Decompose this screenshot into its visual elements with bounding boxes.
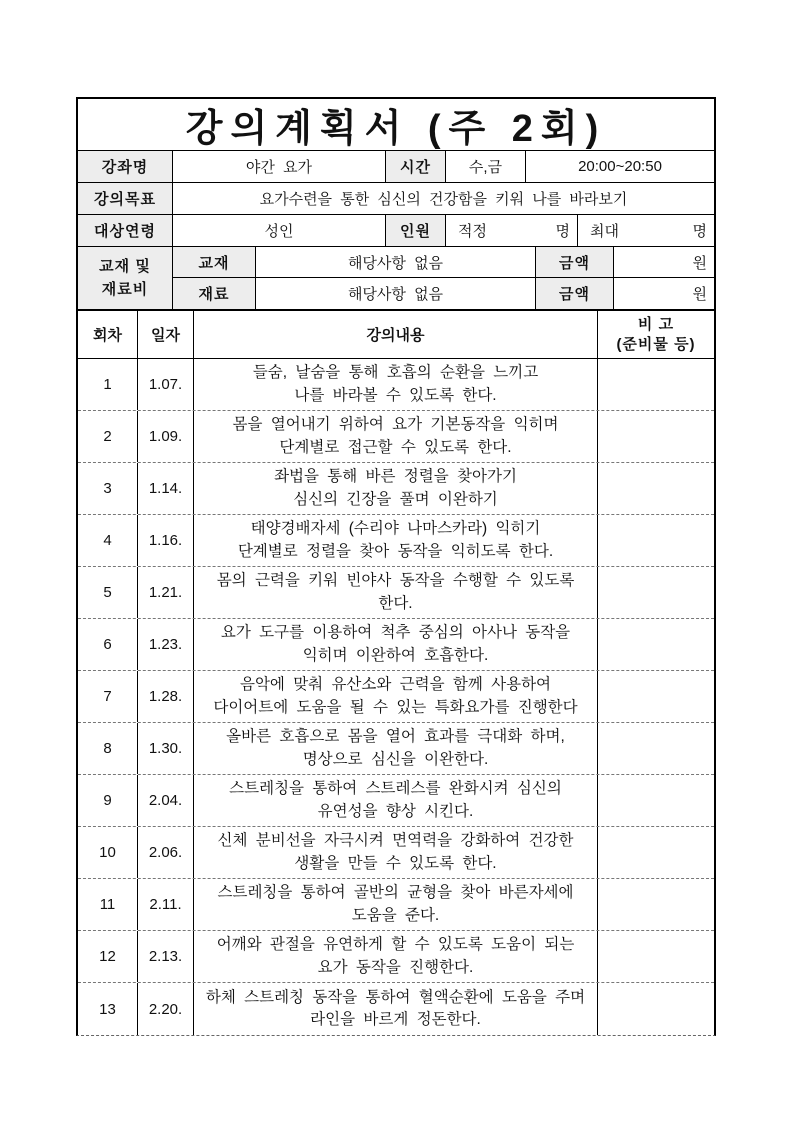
material-label: 재료 <box>173 278 256 309</box>
content-line-2: 생활을 만들 수 있도록 한다. <box>294 854 497 872</box>
note-cell <box>598 619 714 670</box>
materials-label-line1: 교재 및 <box>99 257 151 275</box>
note-cell <box>598 463 714 514</box>
capacity-max-cell <box>578 215 714 246</box>
date-cell: 1.14. <box>138 463 194 514</box>
schedule-header-session: 회차 <box>78 311 138 358</box>
session-cell: 6 <box>78 619 138 670</box>
page-title: 강의계획서 (주 2회) <box>185 108 607 150</box>
content-cell <box>194 879 598 930</box>
content-line-2: 익히며 이완하여 호흡한다. <box>302 646 489 664</box>
content-cell <box>194 827 598 878</box>
materials-label <box>78 247 173 309</box>
date-cell: 1.16. <box>138 515 194 566</box>
date-cell: 1.07. <box>138 359 194 410</box>
note-header-line2: (준비물 등) <box>616 335 696 353</box>
schedule-header-content: 강의내용 <box>194 311 598 358</box>
content-line-2: 요가 동작을 진행한다. <box>317 958 474 976</box>
materials-label-line2: 재료비 <box>101 281 149 298</box>
capacity-proper-cell <box>446 215 578 246</box>
age-capacity-row <box>78 215 714 247</box>
course-name-value: 야간 요가 <box>173 151 386 182</box>
content-line-1: 스트레칭을 통하여 골반의 균형을 찾아 바른자세에 <box>217 884 574 902</box>
schedule-body <box>78 359 714 1035</box>
note-cell <box>598 983 714 1035</box>
textbook-value: 해당사항 없음 <box>256 247 536 277</box>
content-line-2: 유연성을 향상 시킨다. <box>317 802 474 820</box>
note-cell <box>598 879 714 930</box>
session-cell: 12 <box>78 931 138 982</box>
note-cell <box>598 359 714 410</box>
date-cell: 1.30. <box>138 723 194 774</box>
objective-row <box>78 183 714 215</box>
session-cell: 9 <box>78 775 138 826</box>
note-header-line1: 비 고 <box>637 316 675 333</box>
content-cell <box>194 567 598 618</box>
content-line-2: 단계별로 접근할 수 있도록 한다. <box>279 438 512 456</box>
session-cell: 2 <box>78 411 138 462</box>
time-label: 시간 <box>386 151 446 182</box>
target-age-value: 성인 <box>173 215 386 246</box>
schedule-row <box>78 463 714 515</box>
material-value: 해당사항 없음 <box>256 278 536 309</box>
session-cell: 5 <box>78 567 138 618</box>
date-cell: 1.23. <box>138 619 194 670</box>
session-cell: 7 <box>78 671 138 722</box>
content-line-1: 하체 스트레칭 동작을 통하여 혈액순환에 도움을 주며 <box>205 988 586 1006</box>
content-cell <box>194 671 598 722</box>
content-line-2: 한다. <box>378 594 413 612</box>
capacity-max-label: 최대 <box>590 223 619 240</box>
title-row <box>78 99 714 151</box>
schedule-row <box>78 619 714 671</box>
schedule-row <box>78 931 714 983</box>
date-cell: 2.11. <box>138 879 194 930</box>
schedule-row <box>78 671 714 723</box>
content-cell <box>194 619 598 670</box>
content-line-2: 나를 바라볼 수 있도록 한다. <box>294 386 497 404</box>
date-cell: 1.09. <box>138 411 194 462</box>
date-cell: 2.04. <box>138 775 194 826</box>
note-cell <box>598 827 714 878</box>
content-cell <box>194 983 598 1035</box>
schedule-header-date: 일자 <box>138 311 194 358</box>
content-cell <box>194 931 598 982</box>
time-days-value: 수,금 <box>446 151 526 182</box>
session-cell: 10 <box>78 827 138 878</box>
material-row <box>173 278 714 309</box>
content-line-1: 올바른 호흡으로 몸을 열어 효과를 극대화 하며, <box>226 728 565 746</box>
note-cell <box>598 723 714 774</box>
content-cell <box>194 515 598 566</box>
content-line-1: 스트레칭을 통하여 스트레스를 완화시켜 심신의 <box>229 780 562 798</box>
schedule-header-note <box>598 311 714 358</box>
material-price-unit: 원 <box>692 286 707 303</box>
note-cell <box>598 931 714 982</box>
material-price-label: 금액 <box>536 278 614 309</box>
content-cell <box>194 775 598 826</box>
content-line-1: 몸의 근력을 키워 빈야사 동작을 수행할 수 있도록 <box>216 572 575 590</box>
session-cell: 3 <box>78 463 138 514</box>
note-cell <box>598 775 714 826</box>
content-cell <box>194 463 598 514</box>
content-cell <box>194 359 598 410</box>
date-cell: 1.28. <box>138 671 194 722</box>
course-name-label: 강좌명 <box>78 151 173 182</box>
note-cell <box>598 671 714 722</box>
content-line-1: 들숨, 날숨을 통해 호흡의 순환을 느끼고 <box>252 364 539 382</box>
content-line-1: 좌법을 통해 바른 정렬을 찾아가기 <box>274 468 517 486</box>
schedule-row <box>78 411 714 463</box>
note-cell <box>598 411 714 462</box>
schedule-row <box>78 515 714 567</box>
content-line-2: 심신의 긴장을 풀며 이완하기 <box>293 490 498 508</box>
textbook-price-unit: 원 <box>692 254 707 272</box>
capacity-label: 인원 <box>386 215 446 246</box>
date-cell: 1.21. <box>138 567 194 618</box>
capacity-max-unit: 명 <box>692 223 707 240</box>
schedule-row <box>78 359 714 411</box>
schedule-row <box>78 983 714 1035</box>
content-cell <box>194 723 598 774</box>
textbook-row <box>173 247 714 278</box>
content-cell <box>194 411 598 462</box>
content-line-1: 음악에 맞춰 유산소와 근력을 함께 사용하여 <box>239 676 552 694</box>
date-cell: 2.20. <box>138 983 194 1035</box>
schedule-row <box>78 827 714 879</box>
schedule-row <box>78 567 714 619</box>
lecture-plan-document <box>76 97 716 1036</box>
content-line-1: 어깨와 관절을 유연하게 할 수 있도록 도움이 되는 <box>216 936 575 954</box>
content-line-1: 신체 분비선을 자극시켜 면역력을 강화하여 건강한 <box>217 832 574 850</box>
schedule-row <box>78 879 714 931</box>
session-cell: 11 <box>78 879 138 930</box>
note-cell <box>598 515 714 566</box>
objective-label: 강의목표 <box>78 183 173 214</box>
schedule-header <box>78 311 714 359</box>
date-cell: 2.13. <box>138 931 194 982</box>
course-row <box>78 151 714 183</box>
content-line-1: 몸을 열어내기 위하여 요가 기본동작을 익히며 <box>232 416 559 434</box>
schedule-row <box>78 723 714 775</box>
textbook-price-label: 금액 <box>536 247 614 277</box>
content-line-2: 명상으로 심신을 이완한다. <box>302 750 489 768</box>
content-line-2: 다이어트에 도움을 될 수 있는 특화요가를 진행한다 <box>213 698 578 716</box>
target-age-label: 대상연령 <box>78 215 173 246</box>
session-cell: 4 <box>78 515 138 566</box>
objective-value: 요가수련을 통한 심신의 건강함을 키워 나를 바라보기 <box>259 191 628 208</box>
content-line-2: 도움을 준다. <box>351 906 440 924</box>
session-cell: 13 <box>78 983 138 1035</box>
schedule-row <box>78 775 714 827</box>
content-line-1: 태양경배자세 (수리야 나마스카라) 익히기 <box>250 520 541 538</box>
time-range-value: 20:00~20:50 <box>578 158 662 175</box>
capacity-proper-label: 적정 <box>458 223 487 240</box>
date-cell: 2.06. <box>138 827 194 878</box>
materials-block <box>78 247 714 311</box>
session-cell: 1 <box>78 359 138 410</box>
session-cell: 8 <box>78 723 138 774</box>
note-cell <box>598 567 714 618</box>
content-line-1: 요가 도구를 이용하여 척추 중심의 아사나 동작을 <box>220 624 571 642</box>
textbook-label: 교재 <box>173 247 256 277</box>
content-line-2: 라인을 바르게 정돈한다. <box>310 1011 481 1028</box>
capacity-proper-unit: 명 <box>555 223 570 240</box>
content-line-2: 단계별로 정렬을 찾아 동작을 익히도록 한다. <box>237 542 554 560</box>
